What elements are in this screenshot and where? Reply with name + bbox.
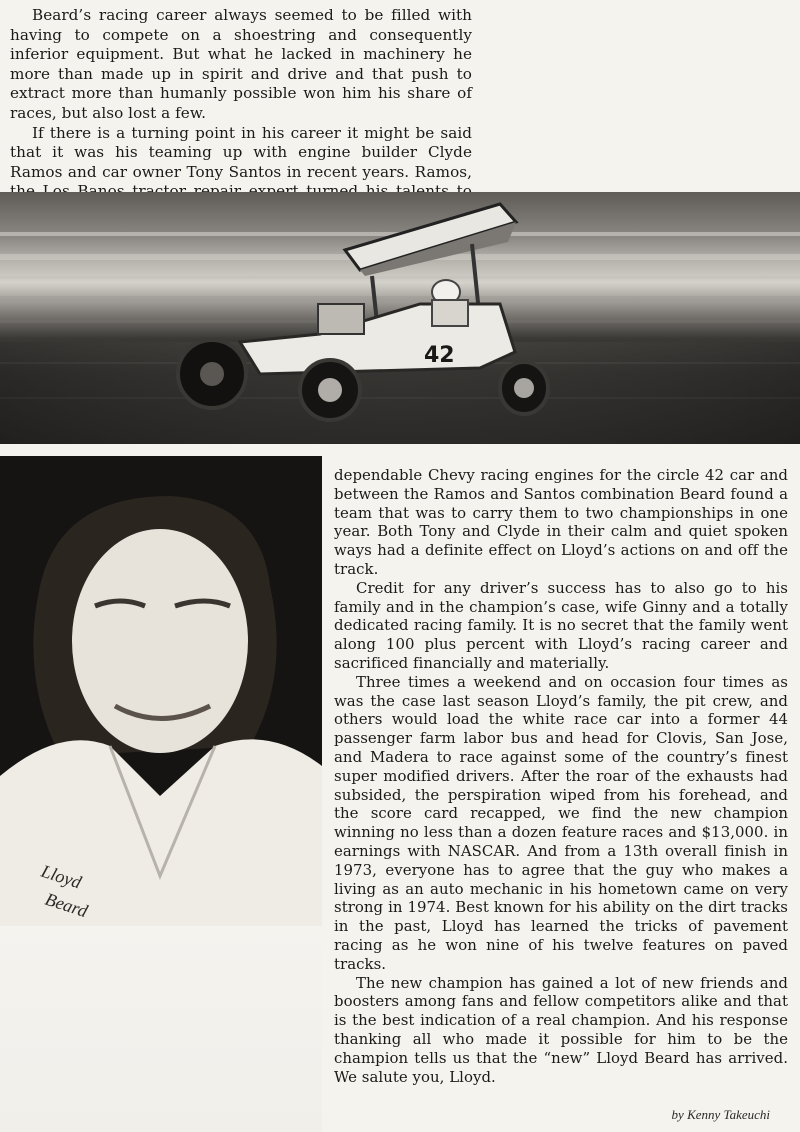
jacket-name-line2: Beard: [42, 888, 91, 922]
paragraph: The new champion has gained a lot of new friends and boosters among fans and fellow competitors alike and that is the best indication of a real champion. And his response thanking all who made it possible for him to be the champion tells us that the “new” Lloyd Beard has arrived. We salute you, Lloyd.: [334, 973, 788, 1086]
jacket-name-line1: Lloyd: [38, 860, 84, 893]
article-right-column: [334, 466, 788, 1086]
paragraph: Credit for any driver’s success has to also go to his family and in the champion’s case, wife Ginny and a totally dedicated racing family. It is no secret that the family went along 100 plus percent with Lloyd’s racing career and sacrificed financially and materially.: [334, 578, 788, 672]
race-car-photo: [0, 192, 800, 444]
car-number: 42: [424, 343, 455, 368]
paragraph: dependable Chevy racing engines for the circle 42 car and between the Ramos and Santos combination Beard found a team that was to carry them to two championships in one year. Both Tony and Clyde in their calm and quiet spoken ways had a definite effect on Lloyd’s actions on and off the track.: [334, 466, 788, 578]
article-top-text: [10, 6, 472, 222]
page-background-area: [0, 926, 322, 1132]
driver-portrait-photo: [0, 456, 322, 926]
car-body: [240, 280, 515, 374]
byline: by Kenny Takeuchi: [671, 1107, 770, 1122]
paragraph: If there is a turning point in his career it might be said that it was his teaming up with engine builder Clyde Ramos and car owner Tony Santos in recent years. Ramos,: [10, 123, 472, 181]
driver-portrait-illustration: [0, 456, 322, 926]
paragraph: Beard’s racing career always seemed to be filled with having to compete on a shoestring and consequently inferior equipment. But what he lacked in machinery he more than made up in spirit and drive and that push to extract more than humanly possible won him his share of races, but also lost a few.: [10, 6, 472, 122]
race-car-illustration: [0, 192, 800, 444]
paragraph: Three times a weekend and on occasion four times as was the case last season Lloyd’s family, the pit crew, and others would load the white race car into a former 44 passenger farm labor bus and head for Clovis, San Jose, and Madera to race against some of the country’s finest super modified drivers. After the roar of the exhausts had subsided, the perspiration wiped from his forehead, and the score card recapped, we find the new champion winning no less than a dozen feature races and $13,000. in earnings with NASCAR. And from a 13th overall finish in 1973, everyone has to agree that the guy who makes a living as an auto mechanic in his hometown came on very strong in 1974. Best known for his ability on the dirt tracks in the past, Lloyd has learned the tricks of pavement racing as he won nine of his twelve features on paved tracks.: [334, 672, 788, 973]
